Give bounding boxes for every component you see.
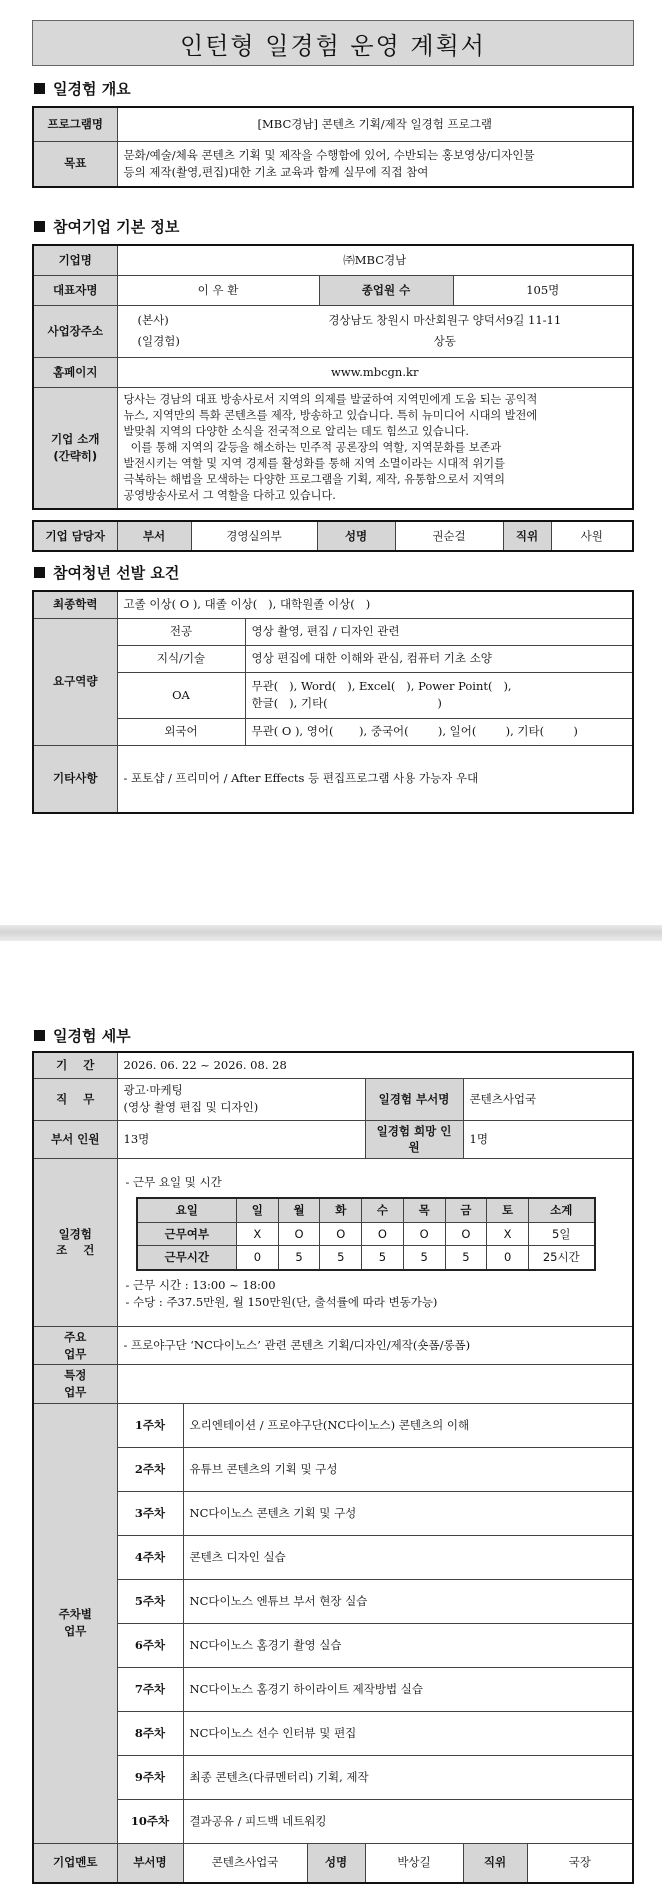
section-title: 일경험 세부: [53, 1027, 131, 1045]
addr-hq-label: (본사): [137, 313, 169, 328]
schedule-header: 화: [320, 1198, 362, 1222]
schedule-cell: X: [487, 1222, 529, 1246]
hope-value: 1명: [463, 1120, 633, 1158]
intro-label-line: (간략히): [53, 448, 98, 463]
special-task-label: [33, 1365, 117, 1403]
weekly-task-label: [33, 1403, 117, 1843]
dept-value: 콘텐츠사업국: [463, 1078, 633, 1120]
addr-site-value: 상동: [433, 334, 456, 348]
week-number: 1주차: [117, 1403, 183, 1447]
hope-label: 일경험 희망 인원: [365, 1120, 463, 1158]
language-label: 외국어: [117, 718, 245, 745]
page-1: [0, 0, 662, 925]
page-break: [0, 925, 662, 941]
manager-name-label: 성명: [317, 521, 395, 551]
oa-line: 한글( ), 기타( ): [251, 696, 442, 710]
intro-line: 뉴스, 지역만의 특화 콘텐츠를 제작, 방송하고 있습니다. 특히 뉴미디어 시대의 발전에: [123, 408, 538, 422]
schedule-row-label: 근무여부: [137, 1222, 237, 1246]
condition-label: [33, 1158, 117, 1326]
week-number: 9주차: [117, 1755, 183, 1799]
duty-label: 직 무: [33, 1078, 117, 1120]
goal-line: 문화/예술/체육 콘텐츠 기획 및 제작을 수행함에 있어, 수반되는 홍보영상/디자인물: [123, 148, 535, 163]
schedule-header: 월: [278, 1198, 320, 1222]
company-name-label: 기업명: [33, 245, 117, 275]
week-task: NC다이노스 홈경기 하이라이트 제작방법 실습: [183, 1667, 633, 1711]
section-title: 참여기업 기본 정보: [53, 218, 180, 236]
condition-label-line: 조 건: [56, 1243, 95, 1258]
intro-line: 당사는 경남의 대표 방송사로서 지역의 의제를 발굴하여 지역민에게 도움 되는 공익적: [123, 393, 538, 407]
intro-line: 공영방송사로서 그 역할을 다하고 있습니다.: [123, 488, 336, 502]
overview-table: [32, 106, 634, 188]
employees-value: 105명: [453, 275, 633, 305]
schedule-cell: 0: [237, 1246, 279, 1270]
intro-label-line: 기업 소개: [51, 432, 100, 447]
program-label: 프로그램명: [33, 107, 117, 141]
manager-label: 기업 담당자: [33, 521, 117, 551]
intro-label: [33, 387, 117, 509]
mentor-title-label: 직위: [463, 1843, 527, 1883]
main-task-label-line: 업무: [64, 1346, 87, 1361]
week-task: NC다이노스 선수 인터뷰 및 편집: [183, 1711, 633, 1755]
language-value: 무관( O ), 영어( ), 중국어( ), 일어( ), 기타( ): [245, 718, 633, 745]
week-task: 오리엔테이션 / 프로야구단(NC다이노스) 콘텐츠의 이해: [183, 1403, 633, 1447]
section-overview: [34, 78, 131, 99]
week-task: 유튜브 콘텐츠의 기획 및 구성: [183, 1447, 633, 1491]
manager-name-value: 권순걸: [395, 521, 503, 551]
ceo-label: 대표자명: [33, 275, 117, 305]
schedule-cell: 5: [278, 1246, 320, 1270]
address-label: 사업장주소: [33, 305, 117, 357]
oa-line: 무관( ), Word( ), Excel( ), Power Point( ),: [251, 679, 512, 694]
other-value: - 포토샵 / 프리미어 / After Effects 등 편집프로그램 사용 가능자 우대: [117, 745, 633, 813]
schedule-header: 금: [445, 1198, 487, 1222]
dept-label: 일경험 부서명: [365, 1078, 463, 1120]
schedule-cell: 5일: [529, 1222, 595, 1246]
intro-line: 발맞춰 지역의 다양한 소식을 전국적으로 알리는 데도 힘쓰고 있습니다.: [123, 424, 469, 438]
week-task: NC다이노스 콘텐츠 기획 및 구성: [183, 1491, 633, 1535]
competency-label: 요구역량: [33, 618, 117, 745]
oa-value: [245, 672, 633, 718]
intro-line: 극복하는 해법을 모색하는 다양한 프로그램을 기획, 제작, 유통함으로서 지역의: [123, 472, 505, 486]
section-requirements: [34, 562, 179, 583]
addr-hq-value: 경상남도 창원시 마산회원구 양덕서9길 11-11: [328, 313, 562, 328]
education-label: 최종학력: [33, 591, 117, 618]
oa-label: OA: [117, 672, 245, 718]
schedule-title: - 근무 요일 및 시간: [125, 1175, 222, 1190]
major-value: 영상 촬영, 편집 / 디자인 관련: [245, 618, 633, 645]
manager-dept-value: 경영실의부: [191, 521, 317, 551]
employees-label: 종업원 수: [319, 275, 453, 305]
major-label: 전공: [117, 618, 245, 645]
week-number: 4주차: [117, 1535, 183, 1579]
schedule-table: [136, 1197, 596, 1271]
homepage-link[interactable]: www.mbcgn.kr: [117, 357, 633, 387]
mentor-title-value: 국장: [527, 1843, 633, 1883]
work-time: - 근무 시간 : 13:00 ~ 18:00: [125, 1278, 276, 1293]
company-name-value: ㈜MBC경남: [117, 245, 633, 275]
addr-site-label: (일경험): [137, 334, 180, 348]
intro-line: 이를 통해 지역의 갈등을 해소하는 민주적 공론장의 역할, 지역문화를 보존과: [123, 440, 502, 454]
other-label: 기타사항: [33, 745, 117, 813]
manager-title-label: 직위: [503, 521, 551, 551]
goal-line: 등의 제작(촬영,편집)대한 기초 교육과 함께 실무에 직접 참여: [123, 164, 429, 179]
duty-value: [117, 1078, 365, 1120]
week-number: 8주차: [117, 1711, 183, 1755]
detail-table: [32, 1051, 634, 1884]
week-task: NC다이노스 엔튜브 부서 현장 실습: [183, 1579, 633, 1623]
condition-value: [117, 1158, 633, 1326]
schedule-cell: O: [278, 1222, 320, 1246]
knowledge-label: 지식/기술: [117, 645, 245, 672]
schedule-cell: 25시간: [529, 1246, 595, 1270]
condition-label-line: 일경험: [58, 1226, 92, 1241]
week-task: 콘텐츠 디자인 실습: [183, 1535, 633, 1579]
week-task: NC다이노스 홈경기 촬영 실습: [183, 1623, 633, 1667]
schedule-cell: 5: [362, 1246, 404, 1270]
schedule-header: 요일: [137, 1198, 237, 1222]
section-title: 일경험 개요: [53, 80, 131, 98]
schedule-cell: O: [403, 1222, 445, 1246]
week-number: 10주차: [117, 1799, 183, 1843]
program-value: [MBC경남] 콘텐츠 기획/제작 일경험 프로그램: [117, 107, 633, 141]
manager-title-value: 사원: [551, 521, 633, 551]
period-label: 기 간: [33, 1052, 117, 1078]
bullet-square-icon: [34, 221, 45, 232]
intro-line: 발전시키는 역할 및 지역 경제를 활성화를 통해 지역 소멸이라는 시대적 위기를: [123, 456, 505, 470]
week-task: 최종 콘텐츠(다큐멘터리) 기획, 제작: [183, 1755, 633, 1799]
schedule-row-label: 근무시간: [137, 1246, 237, 1270]
section-detail: [34, 1025, 131, 1046]
section-title: 참여청년 선발 요건: [53, 564, 180, 582]
duty-line: 광고·마케팅: [123, 1083, 183, 1098]
schedule-cell: X: [237, 1222, 279, 1246]
manager-dept-label: 부서: [117, 521, 191, 551]
mentor-name-value: 박상길: [365, 1843, 463, 1883]
special-task-label-line: 업무: [64, 1384, 87, 1399]
company-table: [32, 244, 634, 510]
bullet-square-icon: [34, 1030, 45, 1041]
main-task-label: [33, 1326, 117, 1364]
main-task-label-line: 주요: [64, 1329, 87, 1344]
week-task: 결과공유 / 피드백 네트워킹: [183, 1799, 633, 1843]
mentor-dept-value: 콘텐츠사업국: [183, 1843, 307, 1883]
bullet-square-icon: [34, 567, 45, 578]
schedule-cell: 5: [445, 1246, 487, 1270]
goal-label: 목표: [33, 141, 117, 187]
section-company: [34, 216, 179, 237]
staff-label: 부서 인원: [33, 1120, 117, 1158]
staff-value: 13명: [117, 1120, 365, 1158]
week-number: 5주차: [117, 1579, 183, 1623]
mentor-dept-label: 부서명: [117, 1843, 183, 1883]
schedule-header: 목: [403, 1198, 445, 1222]
week-number: 6주차: [117, 1623, 183, 1667]
schedule-header: 일: [237, 1198, 279, 1222]
schedule-cell: O: [362, 1222, 404, 1246]
page-2: [0, 941, 662, 1897]
special-task-label-line: 특정: [64, 1368, 87, 1383]
education-value: 고졸 이상( O ), 대졸 이상( ), 대학원졸 이상( ): [117, 591, 633, 618]
requirements-table: [32, 590, 634, 814]
schedule-cell: 5: [320, 1246, 362, 1270]
period-value: 2026. 06. 22 ~ 2026. 08. 28: [117, 1052, 633, 1078]
goal-value: [117, 141, 633, 187]
weekly-task-label-line: 주차별: [58, 1607, 92, 1622]
schedule-cell: 0: [487, 1246, 529, 1270]
weekly-task-label-line: 업무: [64, 1624, 87, 1639]
schedule-header: 소계: [529, 1198, 595, 1222]
schedule-cell: 5: [403, 1246, 445, 1270]
schedule-cell: O: [445, 1222, 487, 1246]
week-number: 2주차: [117, 1447, 183, 1491]
special-task-value: [117, 1365, 633, 1403]
ceo-value: 이 우 환: [117, 275, 319, 305]
intro-value: [117, 387, 633, 509]
schedule-header: 토: [487, 1198, 529, 1222]
bullet-square-icon: [34, 83, 45, 94]
schedule-cell: O: [320, 1222, 362, 1246]
pay: - 수당 : 주37.5만원, 월 150만원(단, 출석률에 따라 변동가능): [125, 1294, 438, 1309]
main-task-value: - 프로야구단 ‘NC다이노스’ 관련 콘텐츠 기획/디자인/제작(숏폼/롱폼): [117, 1326, 633, 1364]
company-manager-table: [32, 520, 634, 552]
knowledge-value: 영상 편집에 대한 이해와 관심, 컴퓨터 기초 소양: [245, 645, 633, 672]
week-number: 7주차: [117, 1667, 183, 1711]
mentor-name-label: 성명: [307, 1843, 365, 1883]
document-title: 인턴형 일경험 운영 계획서: [32, 20, 634, 66]
mentor-label: 기업멘토: [33, 1843, 117, 1883]
schedule-header: 수: [362, 1198, 404, 1222]
homepage-label: 홈페이지: [33, 357, 117, 387]
address-value: [117, 305, 633, 357]
duty-line: (영상 촬영 편집 및 디자인): [123, 1100, 259, 1114]
week-number: 3주차: [117, 1491, 183, 1535]
